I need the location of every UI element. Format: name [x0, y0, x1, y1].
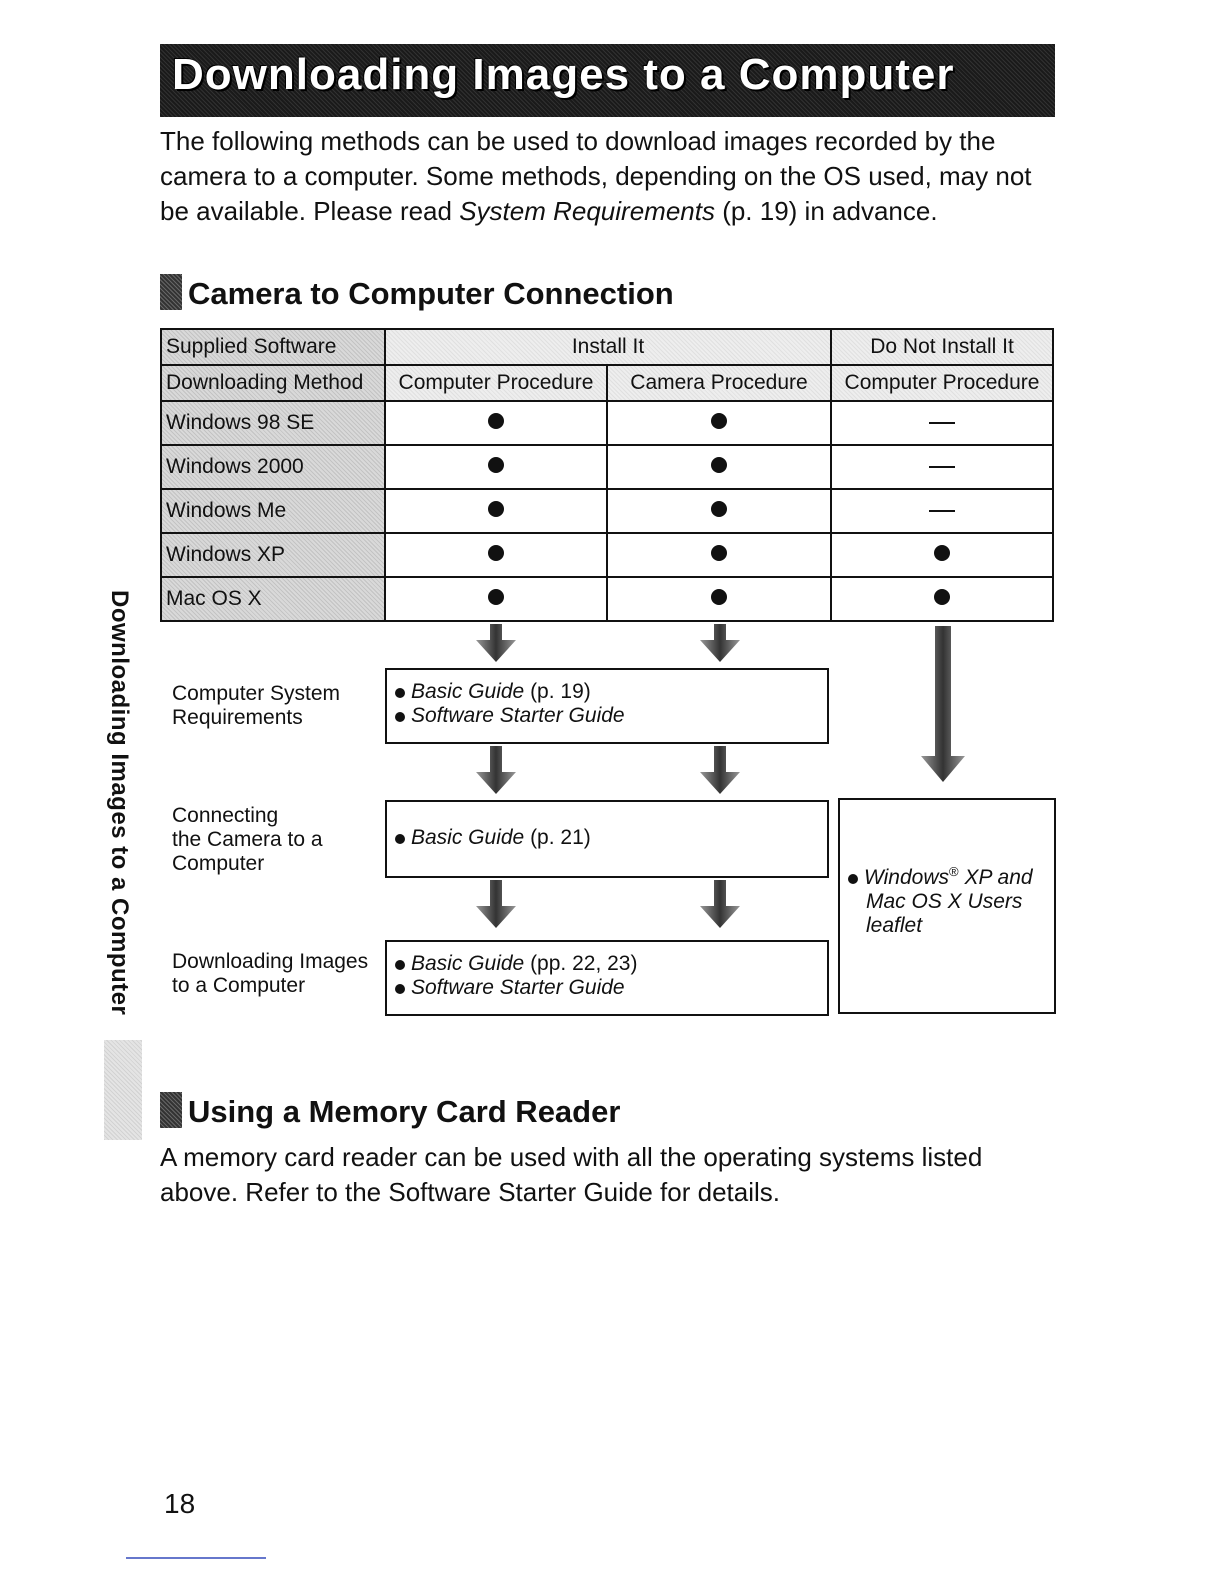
- supplied-software-label: Supplied Software: [161, 329, 385, 365]
- list-item: Software Starter Guide: [395, 976, 819, 1000]
- side-tab-label: Downloading Images to a Computer: [106, 590, 133, 1016]
- col-computer-procedure: Computer Procedure: [385, 365, 607, 401]
- bullet-icon: [395, 834, 405, 844]
- section-marker-icon: [160, 1092, 182, 1128]
- list-item: Software Starter Guide: [395, 704, 819, 728]
- arrow-down-icon: [700, 624, 740, 662]
- os-name-cell: Windows Me: [161, 489, 385, 533]
- bottom-rule: [126, 1557, 266, 1559]
- arrow-down-icon: [476, 624, 516, 662]
- col-camera-procedure: Camera Procedure: [607, 365, 831, 401]
- bullet-icon: [395, 960, 405, 970]
- step-label-requirements: Computer System Requirements: [172, 682, 341, 729]
- bullet-icon: [848, 874, 858, 884]
- do-not-install-header: Do Not Install It: [831, 329, 1053, 365]
- intro-text-after: (p. 19) in advance.: [714, 196, 938, 226]
- install-it-header: Install It: [385, 329, 831, 365]
- list-item: Basic Guide (p. 21): [395, 826, 819, 850]
- step-label-downloading: Downloading Images to a Computer: [172, 950, 369, 997]
- col-computer-procedure-2: Computer Procedure: [831, 365, 1053, 401]
- list-item: Basic Guide (pp. 22, 23): [395, 952, 819, 976]
- step-box-requirements: [385, 668, 829, 744]
- arrow-down-long-icon: [921, 626, 965, 782]
- downloading-method-label: Downloading Method: [161, 365, 385, 401]
- bullet-icon: [395, 984, 405, 994]
- os-name-cell: Windows XP: [161, 533, 385, 577]
- step-box-leaflet: Windows® XP and Mac OS X Users leaflet: [838, 798, 1056, 1014]
- card-reader-paragraph: A memory card reader can be used with all the operating systems listed above. Refer to the Software Starter Guide for details.: [160, 1142, 983, 1207]
- intro-italic-ref: System Requirements: [459, 196, 715, 226]
- list-item: Basic Guide (p. 19): [395, 680, 819, 704]
- bullet-icon: [395, 712, 405, 722]
- section-heading-text: Camera to Computer Connection: [188, 276, 674, 311]
- intro-text-before: The following methods can be used to download images recorded by the camera to a computer. Some methods, depending on the OS used, may not be available. Please read: [160, 126, 1032, 226]
- bullet-icon: [395, 688, 405, 698]
- arrow-down-icon: [700, 746, 740, 794]
- os-name-cell: Mac OS X: [161, 577, 385, 621]
- os-name-cell: Windows 2000: [161, 445, 385, 489]
- section-heading-text: Using a Memory Card Reader: [188, 1094, 621, 1129]
- step-box-connecting: [385, 800, 829, 878]
- os-name-cell: Windows 98 SE: [161, 401, 385, 445]
- section-heading-card-reader: [160, 1092, 620, 1130]
- arrow-down-icon: [476, 880, 516, 928]
- arrow-down-icon: [476, 746, 516, 794]
- page-title: Downloading Images to a Computer: [172, 50, 955, 99]
- list-item: Windows® XP and: [848, 860, 1046, 890]
- step-box-downloading: [385, 940, 829, 1016]
- step-label-connecting: Connecting the Camera to a Computer: [172, 804, 323, 875]
- arrow-down-icon: [700, 880, 740, 928]
- page-number: 18: [164, 1488, 196, 1519]
